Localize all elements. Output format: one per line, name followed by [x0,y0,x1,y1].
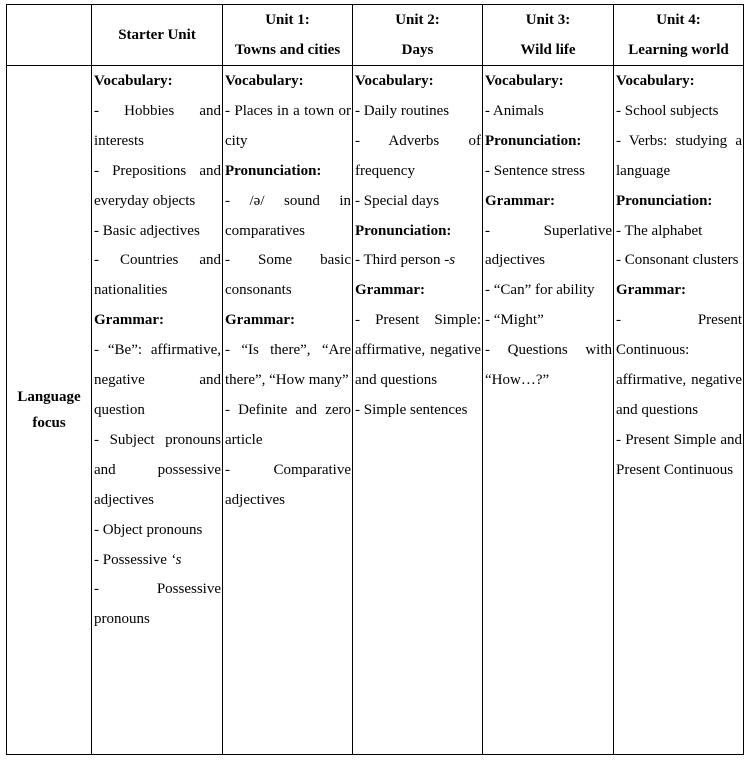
starter-item-prefix: - Possessive [94,551,171,568]
header-unit-4 [614,5,744,66]
unit-2-pronunciation-heading: Pronunciation: [355,222,452,239]
starter-grammar-heading: Grammar: [94,312,164,329]
starter-item: - Prepositions and everyday objects [94,162,221,209]
unit-4-item: - Present Continuous: affirmative, negative and questions [616,312,742,418]
unit-4-pronunciation-heading: Pronunciation: [616,192,713,209]
unit-3-grammar-heading: Grammar: [485,192,555,209]
starter-item: - Countries and nationalities [94,252,221,299]
row-label-line-2: focus [32,415,66,431]
starter-unit-cell [92,66,223,755]
unit-2-item: - Adverbs of frequency [355,132,481,179]
unit-2-item [355,246,481,276]
unit-4-vocabulary-heading: Vocabulary: [616,73,695,89]
unit-3-item: - Animals [485,102,544,119]
unit-4-grammar-heading: Grammar: [616,282,686,299]
unit-3-vocabulary-heading: Vocabulary: [485,73,564,89]
header-starter-unit: Starter Unit [92,5,223,66]
unit-2-item-italic: s [449,252,456,269]
unit-3-item: - “Can” for ability [485,282,595,299]
unit-4-title: Unit 4: [656,12,701,28]
unit-1-grammar-heading: Grammar: [225,312,295,329]
unit-3-title: Unit 3: [525,12,571,28]
starter-item: - Hobbies and interests [94,102,221,149]
unit-1-item: - Comparative adjectives [225,461,351,508]
header-row [7,5,744,66]
unit-1-item: - Definite and zero article [225,401,351,448]
unit-2-cell [353,66,483,755]
unit-1-pronunciation-heading: Pronunciation: [225,162,322,179]
header-blank-cell [7,5,92,66]
unit-1-item: - Some basic consonants [225,252,351,299]
starter-item: - Basic adjectives [94,222,200,239]
unit-4-item: - The alphabet [616,222,703,239]
unit-3-item: - Superlative adjectives [485,222,612,269]
unit-2-item: - Daily routines [355,102,450,119]
language-focus-row [7,66,744,755]
unit-4-cell [614,66,744,755]
unit-4-item: - School subjects [616,102,719,119]
unit-1-cell [223,66,353,755]
unit-3-cell [483,66,614,755]
unit-1-item: - /ə/ sound in comparatives [225,192,351,239]
unit-3-item: - Sentence stress [485,162,585,179]
unit-1-item: - “Is there”, “Are there”, “How many” [225,342,351,389]
unit-3-item: - Questions with “How…?” [485,342,612,389]
unit-1-item: - Places in a town or city [225,102,351,149]
unit-4-item: - Present Simple and Present Continuous [616,431,742,478]
row-label-language-focus [7,66,92,755]
starter-item: - Possessive pronouns [94,581,221,628]
unit-3-subtitle: Wild life [520,42,576,58]
header-unit-3 [483,5,614,66]
row-label-line-1: Language [17,389,81,405]
starter-item [94,546,221,576]
unit-1-title: Unit 1: [265,12,310,28]
starter-item: - “Be”: affirmative, negative and question [94,342,221,418]
unit-2-item: - Simple sentences [355,401,468,418]
starter-item-italic: ‘s [170,551,182,568]
starter-vocabulary-heading: Vocabulary: [94,73,173,89]
unit-2-grammar-heading: Grammar: [355,282,425,299]
unit-2-item: - Special days [355,192,440,209]
unit-4-item: - Consonant clusters [616,252,739,269]
unit-4-item: - Verbs: studying a language [616,132,742,179]
unit-2-title: Unit 2: [395,12,440,28]
syllabus-table [6,4,744,755]
unit-1-vocabulary-heading: Vocabulary: [225,73,304,89]
unit-2-item-prefix: - Third person - [355,252,450,269]
unit-2-subtitle: Days [401,42,434,58]
unit-4-subtitle: Learning world [628,42,729,58]
unit-2-item: - Present Simple: affirmative, negative and questions [355,312,481,389]
header-unit-2 [353,5,483,66]
starter-item: - Subject pronouns and possessive adjectives [94,431,221,508]
unit-2-vocabulary-heading: Vocabulary: [355,73,434,89]
unit-3-pronunciation-heading: Pronunciation: [485,132,582,149]
header-unit-1 [223,5,353,66]
unit-1-subtitle: Towns and cities [234,42,341,58]
unit-3-item: - “Might” [485,312,544,329]
starter-item: - Object pronouns [94,521,203,538]
